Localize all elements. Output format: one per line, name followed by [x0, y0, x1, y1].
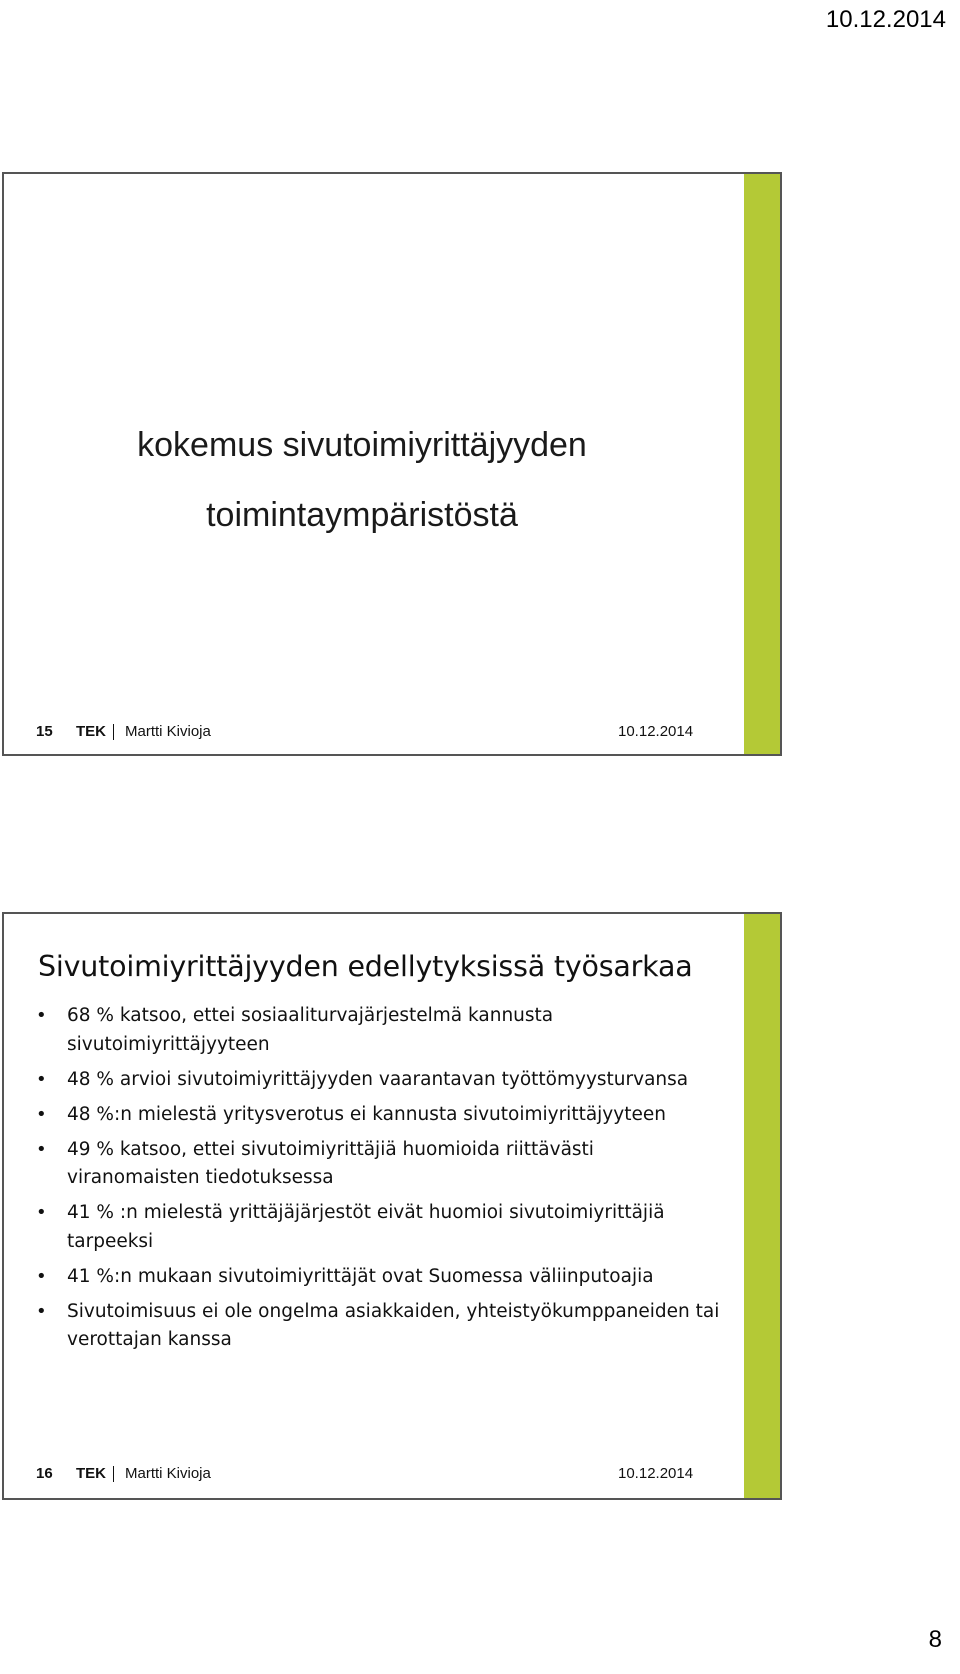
- footer-divider: [113, 724, 114, 740]
- bullet-text: 48 % arvioi sivutoimiyrittäjyyden vaarantavan työttömyysturvansa: [67, 1068, 689, 1090]
- footer-date: 10.12.2014: [618, 1465, 694, 1482]
- bullet-dot-icon: •: [36, 1068, 47, 1090]
- page-date: 10.12.2014: [825, 6, 946, 33]
- bullet-text: 49 % katsoo, ettei sivutoimiyrittäjiä huomioida riittävästi viranomaisten tiedotuksessa: [67, 1138, 594, 1188]
- footer-divider: [113, 1466, 114, 1482]
- footer-date: 10.12.2014: [618, 723, 694, 740]
- bullet-dot-icon: •: [36, 1138, 47, 1160]
- slide-footer: [4, 723, 744, 747]
- accent-bar: [744, 914, 780, 1498]
- bullet-item: [32, 1066, 722, 1095]
- bullet-dot-icon: •: [36, 1005, 47, 1026]
- bullet-item: [32, 1136, 722, 1193]
- footer-author: Martti Kivioja: [125, 723, 211, 740]
- slide-title-line-1: kokemus sivutoimiyrittäjyyden: [137, 426, 587, 464]
- slide-title-line-2: toimintaympäristöstä: [206, 496, 518, 534]
- bullet-text: 68 % katsoo, ettei sosiaaliturvajärjestelmä kannusta sivutoimiyrittäjyyteen: [67, 1005, 554, 1055]
- slide-title: Sivutoimiyrittäjyyden edellytyksissä työsarkaa: [38, 950, 693, 983]
- bullet-text: 41 % :n mielestä yrittäjäjärjestöt eivät huomioi sivutoimiyrittäjiä tarpeeksi: [67, 1202, 665, 1252]
- slide-footer: [4, 1465, 744, 1489]
- bullet-item: [32, 1199, 722, 1256]
- footer-org: TEK: [76, 1465, 106, 1482]
- bullet-dot-icon: •: [36, 1265, 47, 1287]
- page-number: 8: [928, 1626, 942, 1653]
- slide-number: 16: [36, 1465, 53, 1482]
- bullet-item: [32, 1298, 722, 1355]
- footer-author: Martti Kivioja: [125, 1465, 211, 1482]
- bullet-item: [32, 1002, 722, 1059]
- bullet-dot-icon: •: [36, 1202, 47, 1223]
- bullet-item: [32, 1263, 722, 1292]
- accent-bar: [744, 174, 780, 754]
- bullet-list: [32, 1002, 722, 1361]
- bullet-dot-icon: •: [36, 1103, 47, 1125]
- bullet-text: Sivutoimisuus ei ole ongelma asiakkaiden, yhteistyökumppaneiden tai verottajan kanssa: [67, 1300, 720, 1350]
- bullet-text: 41 %:n mukaan sivutoimiyrittäjät ovat Suomessa väliinputoajia: [67, 1265, 654, 1287]
- bullet-text: 48 %:n mielestä yritysverotus ei kannusta sivutoimiyrittäjyyteen: [67, 1103, 666, 1125]
- footer-org: TEK: [76, 723, 106, 740]
- slide-title: [4, 410, 720, 550]
- slide-number: 15: [36, 723, 53, 740]
- slide-15: [2, 172, 782, 756]
- bullet-dot-icon: •: [36, 1300, 47, 1322]
- bullet-item: [32, 1101, 722, 1130]
- slide-16: [2, 912, 782, 1500]
